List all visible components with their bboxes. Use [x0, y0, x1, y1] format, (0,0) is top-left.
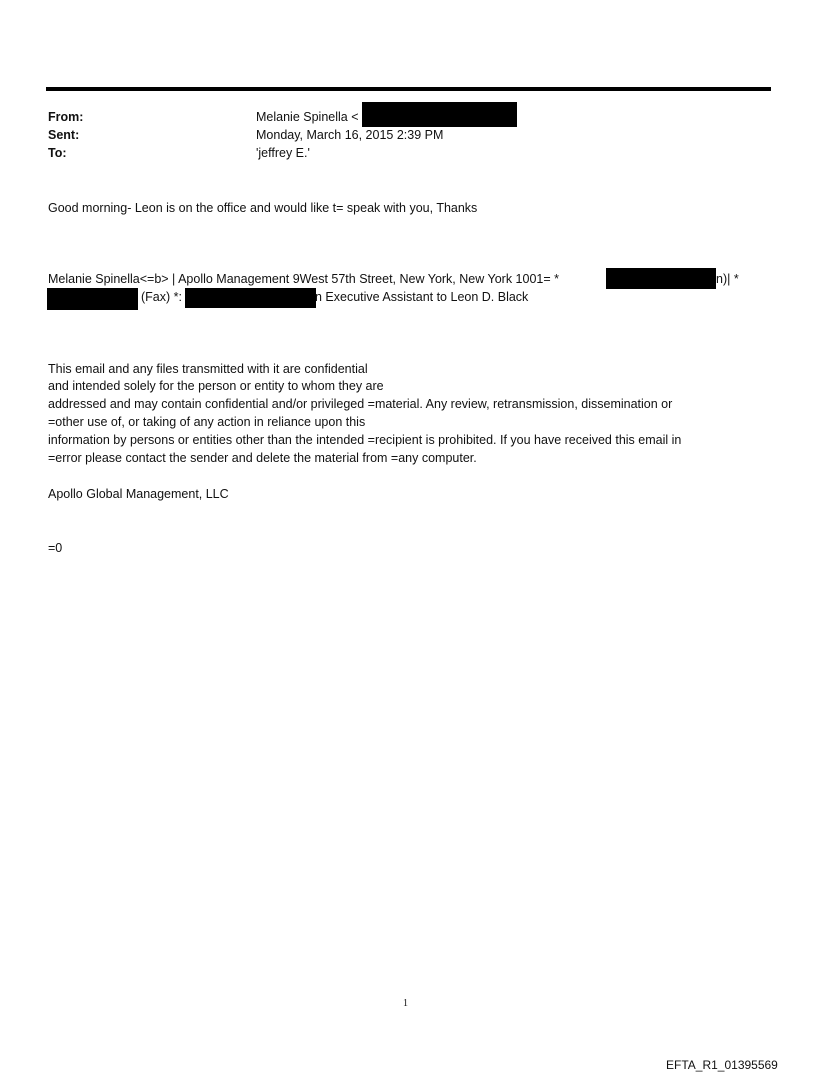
redaction-box — [47, 288, 138, 310]
header-rule — [46, 87, 771, 91]
from-label: From: — [48, 110, 84, 124]
to-label: To: — [48, 146, 67, 160]
signature-fax: (Fax) *: — [141, 290, 182, 304]
greeting-text: Good morning- Leon is on the office and would like t= speak with you, Thanks — [48, 201, 478, 215]
redaction-box — [362, 102, 517, 127]
disclaimer-line: =error please contact the sender and delete the material from =any computer. — [48, 451, 477, 465]
to-value: 'jeffrey E.' — [256, 146, 310, 160]
signature-line-1: Melanie Spinella<=b> | Apollo Management 9West 57th Street, New York, New York 1001= * — [48, 272, 559, 286]
signature-line-1-tail: n)| * — [716, 272, 739, 286]
document-id: EFTA_R1_01395569 — [666, 1058, 778, 1072]
sent-value: Monday, March 16, 2015 2:39 PM — [256, 128, 444, 142]
page-number: 1 — [403, 998, 408, 1009]
company-name: Apollo Global Management, LLC — [48, 487, 229, 501]
trailer-text: =0 — [48, 541, 63, 555]
sent-label: Sent: — [48, 128, 80, 142]
disclaimer-line: addressed and may contain confidential and/or privileged =material. Any review, retransmission, dissemination or — [48, 397, 673, 411]
disclaimer-line: and intended solely for the person or entity to whom they are — [48, 379, 384, 393]
redaction-box — [606, 268, 716, 289]
from-value: Melanie Spinella < — [256, 110, 359, 124]
signature-title: n Executive Assistant to Leon D. Black — [315, 290, 529, 304]
redaction-box — [185, 288, 316, 308]
disclaimer-line: This email and any files transmitted with it are confidential — [48, 362, 368, 376]
disclaimer-line: information by persons or entities other than the intended =recipient is prohibited. If you have received this email in — [48, 433, 682, 447]
disclaimer-line: =other use of, or taking of any action in reliance upon this — [48, 415, 366, 429]
